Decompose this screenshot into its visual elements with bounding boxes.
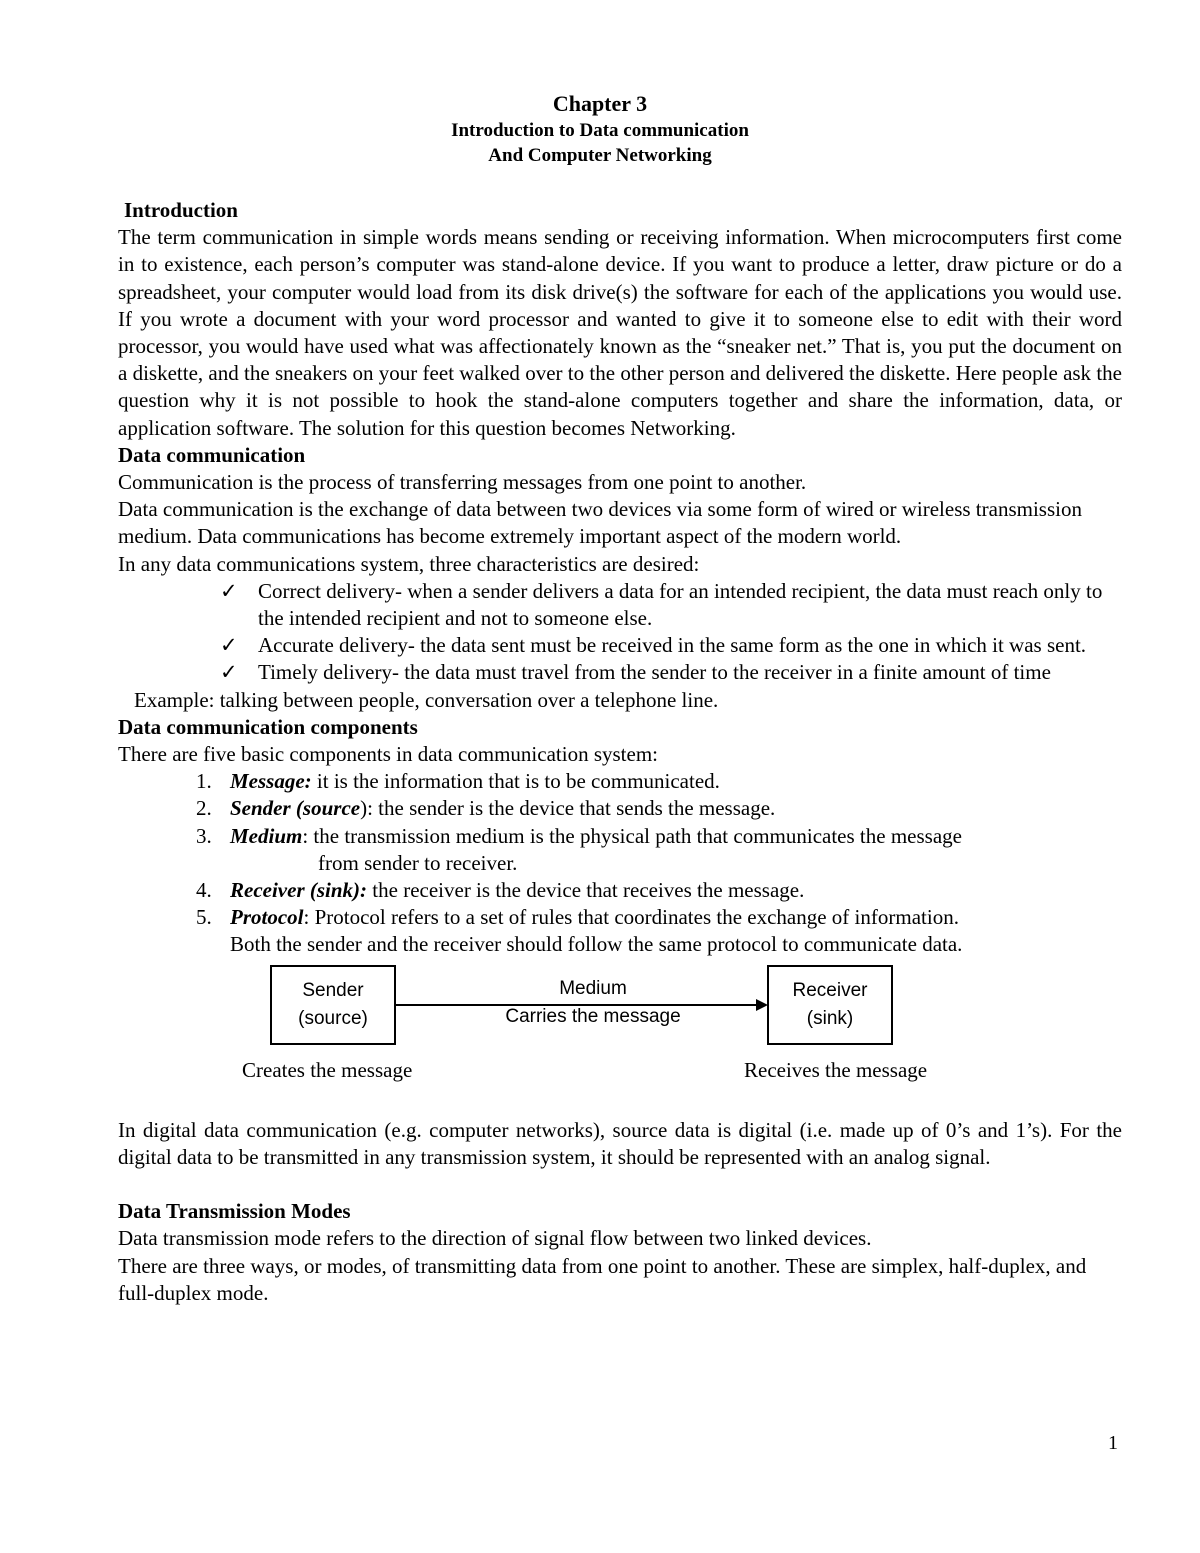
modes-heading: Data Transmission Modes	[118, 1199, 351, 1224]
modes-line1: Data transmission mode refers to the direction of signal flow between two linked devices.	[118, 1226, 872, 1251]
digital-paragraph: In digital data communication (e.g. computer networks), source data is digital (i.e. made up of 0’s and 1’s). For the digital data to be transmitted in any transmission system, it should be represented with an analog signal.	[118, 1117, 1122, 1169]
data-comm-heading: Data communication	[118, 442, 306, 467]
check-icon: ✓	[220, 578, 238, 603]
page-number: 1	[1108, 1432, 1118, 1454]
receiver-label: Receiver	[792, 979, 868, 1001]
item-number: 2.	[196, 796, 212, 821]
sender-caption: Creates the message	[242, 1057, 413, 1082]
medium-label: Medium	[559, 977, 627, 999]
item-term: Protocol	[230, 905, 304, 930]
components-intro: There are five basic components in data communication system:	[118, 742, 658, 767]
medium-label-block	[478, 975, 708, 1031]
check-icon: ✓	[220, 660, 238, 685]
receiver-box	[767, 965, 893, 1045]
item-term: Message:	[230, 769, 312, 794]
item-term: Medium	[230, 823, 303, 848]
characteristic-text: Correct delivery- when a sender delivers a data for an intended recipient, the data must reach only to the intended recipient and not to someone else.	[258, 578, 1103, 631]
list-item	[118, 768, 1122, 795]
item-number: 1.	[196, 769, 212, 794]
chapter-subtitle-line2: And Computer Networking	[488, 145, 712, 166]
list-item	[118, 632, 1122, 659]
item-desc: the receiver is the device that receives the message.	[367, 878, 805, 903]
data-comm-line3: In any data communications system, three characteristics are desired:	[118, 551, 700, 576]
list-item	[118, 904, 1122, 958]
receiver-sublabel: (sink)	[806, 1007, 854, 1029]
medium-sublabel: Carries the message	[505, 1005, 681, 1027]
characteristic-text: Accurate delivery- the data sent must be received in the same form as the one in which it was sent.	[258, 633, 1087, 658]
components-list	[118, 768, 1122, 958]
data-comm-line2: Data communication is the exchange of data between two devices via some form of wired or wireless transmission medium. Data communications has become extremely important aspect of the modern world.	[118, 497, 1082, 549]
item-term: Receiver (sink):	[230, 878, 368, 903]
list-item	[118, 578, 1122, 632]
characteristic-text: Timely delivery- the data must travel from the sender to the receiver in a finite amount of time	[258, 660, 1051, 685]
list-item	[118, 877, 1122, 904]
item-number: 4.	[196, 878, 212, 903]
communication-diagram	[118, 965, 1122, 1117]
intro-heading: Introduction	[124, 198, 238, 222]
item-desc: ): the sender is the device that sends the message.	[360, 796, 776, 821]
chapter-subtitle-line1: Introduction to Data communication	[451, 120, 749, 141]
data-comm-line1: Communication is the process of transferring messages from one point to another.	[118, 470, 807, 495]
example-line: Example: talking between people, conversation over a telephone line.	[134, 687, 719, 712]
modes-line2: There are three ways, or modes, of transmitting data from one point to another. These are simplex, half-duplex, and full-duplex mode.	[118, 1253, 1087, 1305]
list-item	[118, 823, 1122, 877]
check-icon: ✓	[220, 633, 238, 658]
list-item	[118, 795, 1122, 822]
document-body	[118, 197, 1122, 1307]
sender-label: Sender	[302, 979, 364, 1001]
list-item	[118, 659, 1122, 686]
item-number: 5.	[196, 905, 212, 930]
components-heading: Data communication components	[118, 714, 418, 739]
chapter-title: Chapter 3	[552, 91, 648, 116]
title-block	[0, 90, 1200, 168]
spacer	[118, 1171, 1122, 1198]
sender-sublabel: (source)	[298, 1007, 368, 1029]
item-continuation: from sender to receiver.	[318, 850, 518, 875]
intro-paragraph: The term communication in simple words means sending or receiving information. When microcomputers first come in to existence, each person’s computer was stand-alone device. If you want to produce a letter, draw picture or do a spreadsheet, your computer would load from its disk drive(s) the software for each of the applications you would use. If you wrote a document with your word processor and wanted to give it to someone else to edit with their word processor, you would have used what was affectionately known as the “sneaker net.” That is, you put the document on a diskette, and the sneakers on your feet walked over to the other person and delivered the diskette. Here people ask the question why it is not possible to hook the stand-alone computers together and share the information, data, or application software. The solution for this question becomes Networking.	[118, 225, 1122, 440]
item-term: Sender (source	[230, 796, 361, 821]
item-desc: : the transmission medium is the physical path that communicates the message	[302, 823, 962, 848]
item-desc: : Protocol refers to a set of rules that coordinates the exchange of information.	[303, 905, 959, 930]
receiver-caption: Receives the message	[744, 1057, 928, 1082]
item-continuation: Both the sender and the receiver should follow the same protocol to communicate data.	[230, 932, 963, 957]
sender-box	[270, 965, 396, 1045]
characteristics-list	[118, 578, 1122, 687]
item-number: 3.	[196, 823, 212, 848]
item-desc: it is the information that is to be communicated.	[311, 769, 720, 794]
